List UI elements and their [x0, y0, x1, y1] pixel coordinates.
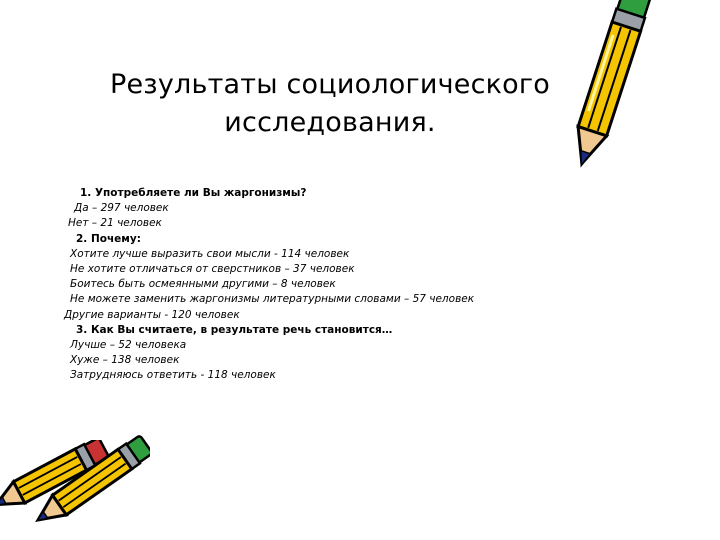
pencil-icon-green: [20, 430, 150, 540]
pencil-icon: [560, 0, 720, 180]
answer-line: Не можете заменить жаргонизмы литературными словами – 57 человек: [70, 293, 475, 306]
question-line: 3. Как Вы считаете, в результате речь становится…: [76, 323, 393, 336]
title-line-1: Результаты социологического: [110, 69, 550, 100]
answer-line: Да – 297 человек: [74, 202, 169, 215]
slide-title: [110, 66, 550, 142]
title-line-2: исследования.: [224, 107, 436, 138]
answer-line: Затрудняюсь ответить - 118 человек: [70, 369, 276, 382]
answer-line: Нет – 21 человек: [68, 217, 162, 230]
answer-line: Лучше – 52 человека: [70, 339, 187, 352]
question-line: 1. Употребляете ли Вы жаргонизмы?: [80, 187, 307, 199]
answer-line: Не хотите отличаться от сверстников – 37 человек: [70, 263, 355, 276]
survey-results: [60, 186, 540, 384]
answer-line: Хотите лучше выразить свои мысли - 114 человек: [70, 247, 350, 260]
question-line: 2. Почему:: [76, 232, 141, 245]
answer-line: Хуже – 138 человек: [70, 354, 180, 367]
answer-line: Другие варианты - 120 человек: [64, 308, 240, 321]
answer-line: Боитесь быть осмеянными другими – 8 человек: [70, 278, 336, 291]
